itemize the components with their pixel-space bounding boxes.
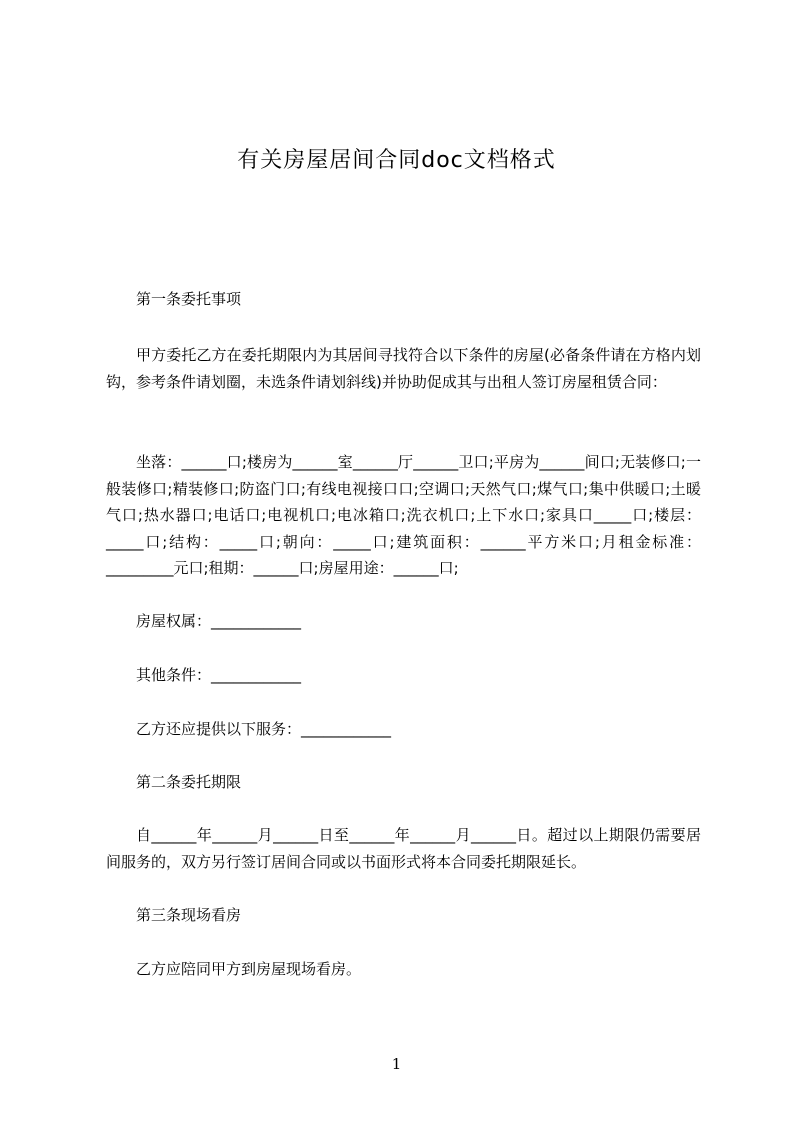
section-heading-3: 第三条现场看房 <box>136 906 242 924</box>
document-title: 有关房屋居间合同doc文档格式 <box>237 148 556 173</box>
paragraph-extra-services: 乙方还应提供以下服务：____________ <box>136 720 392 738</box>
paragraph-ownership: 房屋权属：____________ <box>136 612 302 630</box>
paragraph-other-conditions: 其他条件：____________ <box>136 666 302 684</box>
section-heading-1: 第一条委托事项 <box>136 290 242 308</box>
paragraph-term: 自______年______月______日至______年______月______日。超过以上期限仍需要居间服务的，双方另行签订居间合同或以书面形式将本合同委托期限延长。 <box>106 826 701 871</box>
paragraph-entrust: 甲方委托乙方在委托期限内为其居间寻找符合以下条件的房屋(必备条件请在方格内划钩，参考条件请划圈，未选条件请划斜线)并协助促成其与出租人签订房屋租赁合同： <box>106 346 701 391</box>
paragraph-site-visit: 乙方应陪同甲方到房屋现场看房。 <box>136 960 362 978</box>
page-number: 1 <box>391 1055 402 1073</box>
section-heading-2: 第二条委托期限 <box>136 773 242 791</box>
paragraph-property-conditions: 坐落：______口;楼房为______室______厅______卫口;平房为______间口;无装修口;一般装修口;精装修口;防盗门口;有线电视接口口;空调口;天然气口;煤气口;集中供暖口;土暖气口;热水器口;电话口;电视机口;电冰箱口;洗衣机口;上下水口;家具口_____口;楼层：_____口;结构：_____口;朝向：_____口;建筑面积：______平方米口;月租金标准：_________元口;租期：______口;房屋用途：______口; <box>106 453 701 577</box>
